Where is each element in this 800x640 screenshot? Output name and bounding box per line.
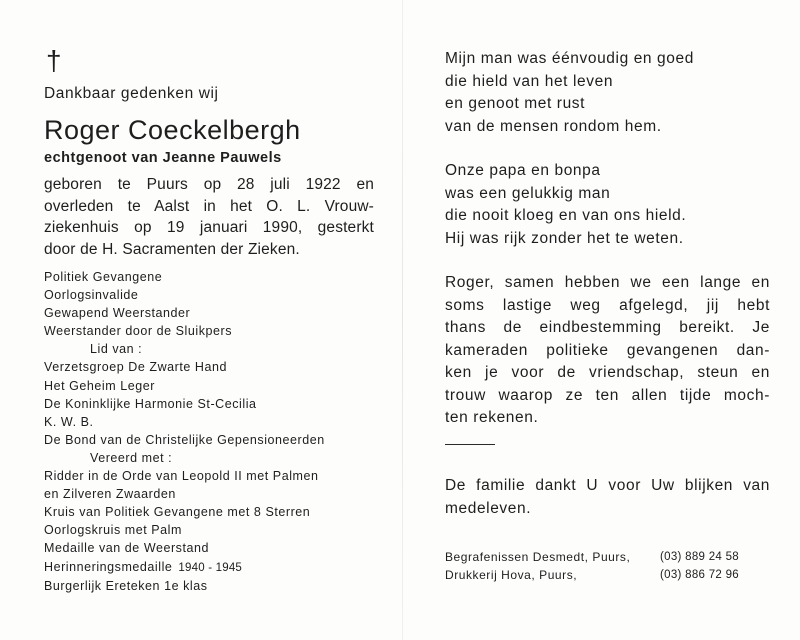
list-item	[44, 358, 374, 376]
list-item	[44, 304, 374, 322]
tribute-line: ten rekenen.	[445, 409, 539, 426]
list-item	[44, 431, 374, 449]
right-panel	[445, 48, 770, 584]
list-item-text: Politiek Gevangene	[44, 270, 163, 284]
list-item-text: Oorlogsinvalide	[44, 288, 139, 303]
poem-line: Onze papa en bonpa	[445, 162, 601, 179]
list-item	[44, 485, 374, 503]
list-item-text: Verzetsgroep De Zwarte Hand	[44, 360, 227, 375]
list-item	[44, 395, 374, 413]
list-item-text: Herinneringsmedaille	[44, 559, 173, 574]
list-item	[44, 521, 374, 539]
list-item-text: Gewapend Weerstander	[44, 306, 191, 321]
family-thanks	[445, 475, 770, 520]
tribute-line: thans de eindbestemming bereikt. Je	[445, 319, 770, 336]
credits	[445, 548, 770, 584]
tribute-line: Roger, samen hebben we een lange en	[445, 274, 770, 291]
list-item-text: Lid van :	[90, 342, 143, 357]
thanks-line: medeleven.	[445, 499, 532, 517]
list-item-text: Vereerd met :	[90, 450, 173, 465]
list-item	[44, 467, 374, 485]
list-item-text: Oorlogskruis met Palm	[44, 523, 182, 538]
poem-stanza-2	[445, 160, 770, 250]
list-item	[44, 322, 374, 340]
list-item-text: Het Geheim Leger	[44, 378, 155, 393]
tribute-line: ken je voor de vriendschap, steun en	[445, 364, 770, 381]
poem-line: van de mensen rondom hem.	[445, 117, 662, 135]
list-item-text: Burgerlijk Ereteken 1e klas	[44, 578, 208, 593]
tribute-line: trouw waarop ze ten allen tijde moch-	[445, 386, 770, 404]
list-item	[44, 377, 374, 395]
list-item-text: Kruis van Politiek Gevangene met 8 Sterren	[44, 505, 311, 520]
poem-line: en genoot met rust	[445, 95, 586, 112]
biography	[44, 174, 374, 260]
deceased-name: Roger Coeckelbergh	[44, 115, 301, 145]
credit-name: Begrafenissen Desmedt, Puurs,	[445, 550, 631, 564]
list-heading	[44, 449, 374, 467]
poem-line: Hij was rijk zonder het te weten.	[445, 229, 684, 247]
list-item	[44, 503, 374, 521]
tribute-paragraph	[445, 272, 770, 430]
bio-line: ziekenhuis op 19 januari 1990, gesterkt	[44, 219, 374, 236]
list-item-text: en Zilveren Zwaarden	[44, 487, 176, 502]
list-item-text: Weerstander door de Sluikpers	[44, 324, 233, 339]
bio-line: door de H. Sacramenten der Zieken.	[44, 240, 300, 258]
credit-name: Drukkerij Hova, Puurs,	[445, 568, 578, 582]
credit-printer	[445, 566, 770, 584]
poem-line: Mijn man was éénvoudig en goed	[445, 50, 694, 67]
list-item	[44, 558, 374, 577]
list-item-text: Ridder in de Orde van Leopold II met Palmen	[44, 469, 319, 484]
bio-line: geboren te Puurs op 28 juli 1922 en	[44, 176, 374, 193]
card-fold	[402, 0, 403, 640]
left-panel	[44, 46, 374, 595]
poem-line: was een gelukkig man	[445, 184, 611, 202]
bio-line: overleden te Aalst in het O. L. Vrouw-	[44, 197, 374, 215]
credit-funeral-home	[445, 548, 770, 566]
cross-icon: †	[46, 45, 62, 76]
list-item	[44, 268, 374, 286]
list-item	[44, 413, 374, 431]
intro-text: Dankbaar gedenken wij	[44, 85, 219, 102]
thanks-line: De familie dankt U voor Uw blijken van	[445, 477, 770, 494]
divider	[445, 444, 495, 446]
list-item-text: De Bond van de Christelijke Gepensioneerden	[44, 432, 325, 447]
list-item-text: Medaille van de Weerstand	[44, 541, 209, 556]
poem-stanza-1	[445, 48, 770, 138]
tribute-line: kameraden politieke gevangenen dan-	[445, 341, 770, 359]
poem-line: die hield van het leven	[445, 72, 614, 90]
spouse-line: echtgenoot van Jeanne Pauwels	[44, 150, 282, 166]
list-heading	[44, 340, 374, 358]
credit-phone: (03) 889 24 58	[660, 551, 740, 563]
list-item-years: 1940 - 1945	[178, 561, 243, 574]
list-item-text: K. W. B.	[44, 414, 94, 429]
list-item	[44, 539, 374, 557]
list-item	[44, 577, 374, 595]
credit-phone: (03) 886 72 96	[660, 569, 740, 581]
honors-list	[44, 268, 374, 595]
list-item-text: De Koninklijke Harmonie St-Cecilia	[44, 396, 257, 411]
tribute-line: soms lastige weg afgelegd, jij hebt	[445, 296, 770, 314]
list-item	[44, 286, 374, 304]
poem-line: die nooit kloeg en van ons hield.	[445, 207, 687, 224]
